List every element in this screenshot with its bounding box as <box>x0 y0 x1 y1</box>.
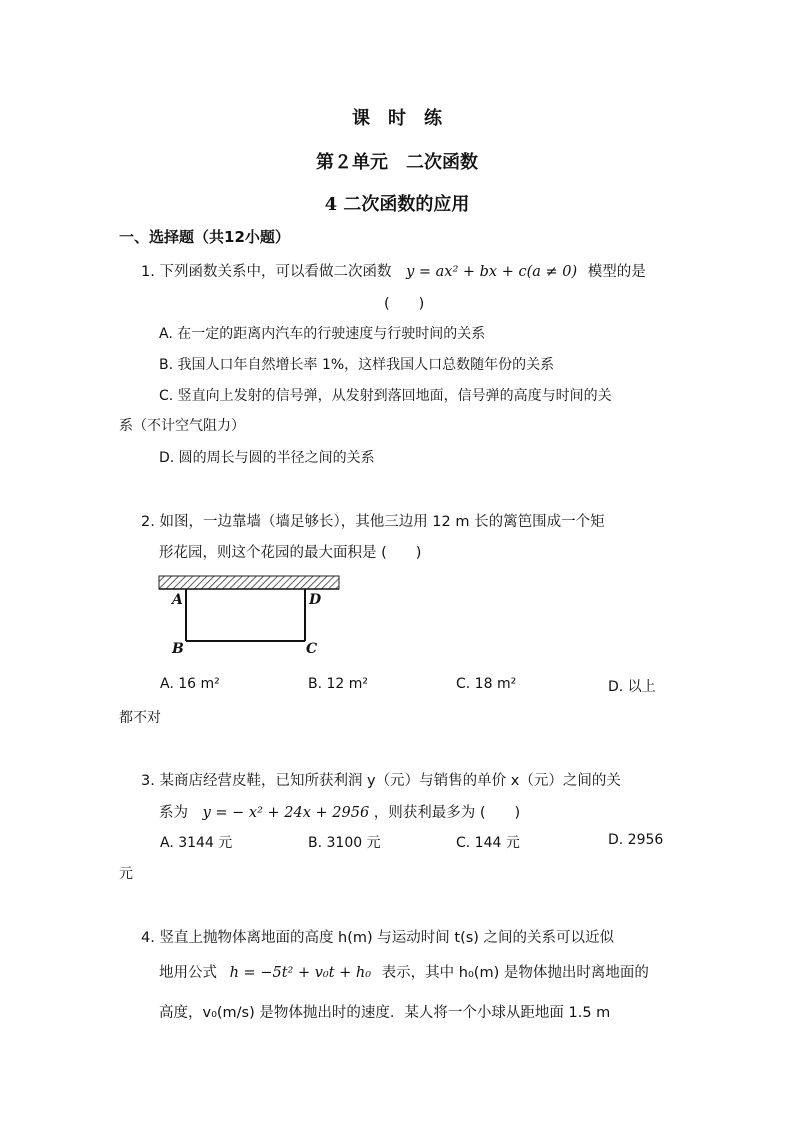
q3-option-d: D. 2956 <box>608 832 664 848</box>
point-label-b: B <box>172 641 184 657</box>
document-title: 课 时 练 <box>352 108 442 129</box>
q1-answer-blank: ( ) <box>384 296 425 312</box>
q3-stem-pre: 系为 <box>159 805 188 821</box>
q4-formula: h = −5t² + v₀t + h₀ <box>229 965 372 981</box>
q4-stem-pre: 地用公式 <box>159 965 217 981</box>
lesson-title: 4 二次函数的应用 <box>324 194 470 215</box>
q1-option-c-wrap: 系（不计空气阻力） <box>119 418 245 434</box>
section-heading: 一、选择题（共12小题） <box>119 228 290 246</box>
q2-option-b: B. 12 m² <box>308 676 369 692</box>
q1-stem-line1 <box>141 260 646 281</box>
q2-stem-line1: 2. 如图，一边靠墙（墙足够长），其他三边用 12 m 长的篱笆围成一个矩 <box>141 514 605 530</box>
q2-option-a: A. 16 m² <box>160 676 220 692</box>
q2-option-d-wrap: 都不对 <box>119 710 161 726</box>
q3-option-b: B. 3100 元 <box>308 835 381 851</box>
q3-stem-line1: 3. 某商店经营皮鞋，已知所获利润 y（元）与销售的单价 x（元）之间的关 <box>141 773 621 789</box>
q3-option-d-wrap: 元 <box>119 866 133 882</box>
q4-stem-post: 表示，其中 h₀(m) 是物体抛出时离地面的 <box>381 965 649 981</box>
q4-stem-line2 <box>159 961 649 982</box>
wall-hatching <box>159 576 339 589</box>
q3-option-a: A. 3144 元 <box>160 835 233 851</box>
point-label-c: C <box>306 641 318 657</box>
q1-option-c: C. 竖直向上发射的信号弹，从发射到落回地面，信号弹的高度与时间的关 <box>159 388 612 404</box>
q4-stem-line1: 4. 竖直上抛物体离地面的高度 h(m) 与运动时间 t(s) 之间的关系可以近似 <box>141 930 615 946</box>
point-label-a: A <box>172 592 183 608</box>
point-label-d: D <box>309 592 322 608</box>
q3-formula: y = − x² + 24x + 2956 <box>202 805 370 821</box>
q2-garden-figure <box>158 575 340 665</box>
q1-formula: y = ax² + bx + c(a ≠ 0) <box>406 264 578 280</box>
q1-option-a: A. 在一定的距离内汽车的行驶速度与行驶时间的关系 <box>159 326 486 342</box>
q3-stem-post: ，则获利最多为 ( ) <box>373 805 521 821</box>
unit-title: 第２单元 二次函数 <box>316 152 478 173</box>
q2-option-d: D. 以上 <box>608 679 656 695</box>
q1-option-b: B. 我国人口年自然增长率 1%，这样我国人口总数随年份的关系 <box>159 357 555 373</box>
q2-option-c: C. 18 m² <box>456 676 517 692</box>
q2-stem-line2: 形花园，则这个花园的最大面积是 ( ) <box>159 545 422 561</box>
q3-stem-line2 <box>159 801 520 822</box>
q4-stem-line3: 高度，v₀(m/s) 是物体抛出时的速度．某人将一个小球从距地面 1.5 m <box>159 1005 611 1021</box>
q1-option-d: D. 圆的周长与圆的半径之间的关系 <box>159 450 375 466</box>
q1-stem-post: 模型的是 <box>587 264 646 280</box>
q3-option-c: C. 144 元 <box>456 835 520 851</box>
q1-stem-pre: 1. 下列函数关系中，可以看做二次函数 <box>141 264 392 280</box>
